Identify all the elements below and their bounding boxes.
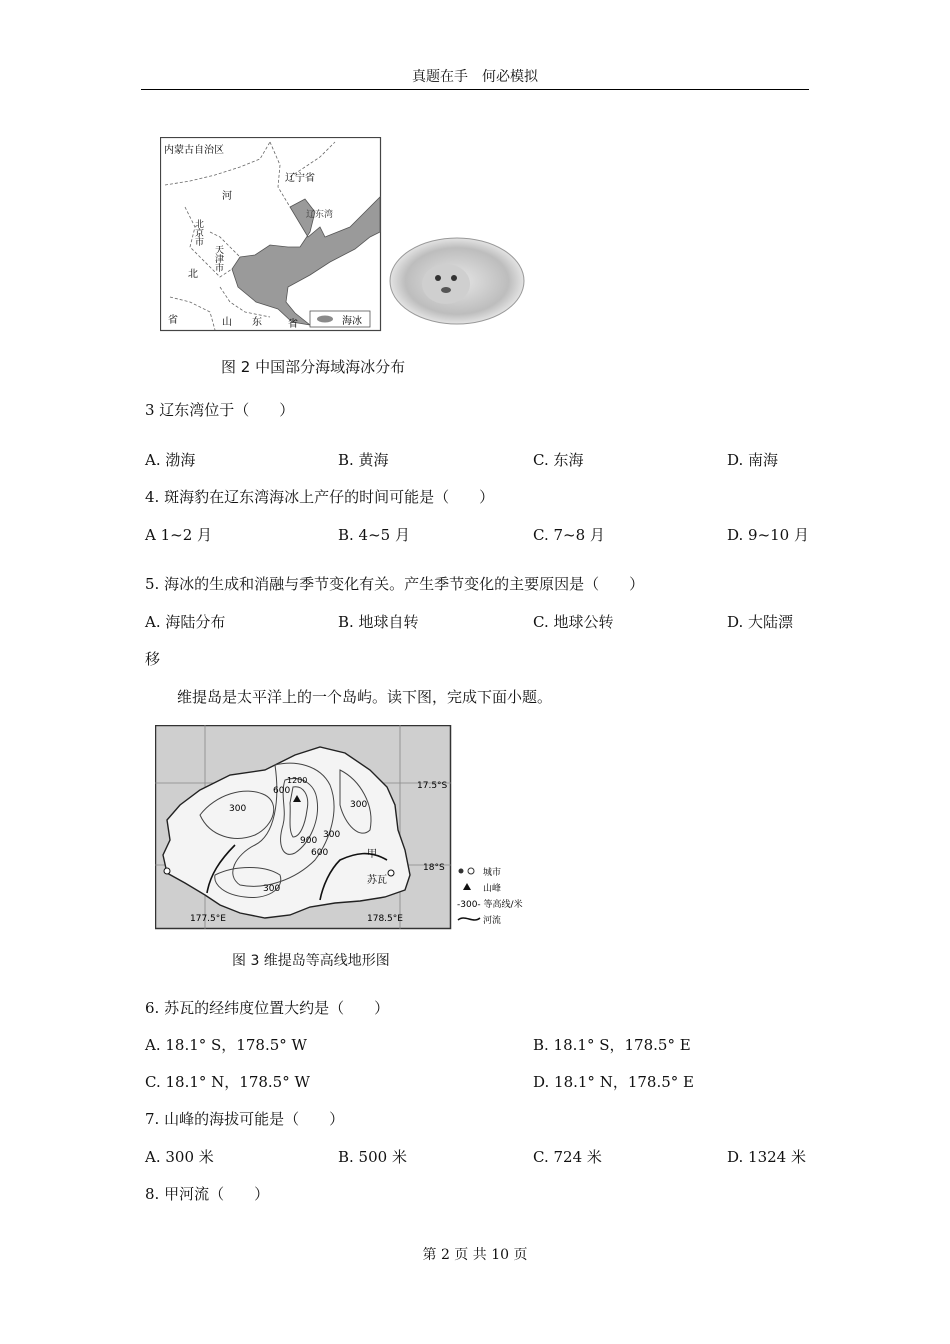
legend-river: 河流 <box>483 916 502 926</box>
question-3-stem: 3 辽东湾位于（ ） <box>145 401 295 419</box>
q3-option-d: D. 南海 <box>727 451 779 469</box>
q4-option-d: D. 9~10 月 <box>727 526 809 544</box>
lat-18s: 18°S <box>423 863 445 873</box>
contour-1200: 1200 <box>287 776 308 785</box>
q6-option-d: D. 18.1° N，178.5° E <box>533 1073 694 1091</box>
contour-900: 900 <box>300 836 318 846</box>
label-liaoning: 辽宁省 <box>285 173 315 184</box>
q3-option-a: A. 渤海 <box>145 451 196 469</box>
contour-300-d: 300 <box>323 830 341 840</box>
q5-option-d: D. 大陆漂 <box>727 613 794 631</box>
contour-300-b: 300 <box>350 800 368 810</box>
q4-option-c: C. 7~8 月 <box>533 526 605 544</box>
q7-option-c: C. 724 米 <box>533 1148 602 1166</box>
label-beijing: 北京市 <box>193 219 203 246</box>
q6-option-b: B. 18.1° S，178.5° E <box>533 1036 691 1054</box>
label-he: 河 <box>222 191 232 202</box>
question-7-stem: 7. 山峰的海拔可能是（ ） <box>145 1110 345 1128</box>
label-suwa: 苏瓦 <box>367 875 387 886</box>
legend-contour: -300- 等高线/米 <box>457 900 523 910</box>
q7-option-a: A. 300 米 <box>145 1148 214 1166</box>
viti-levu-map <box>155 725 455 931</box>
label-dong: 东 <box>252 317 262 328</box>
q5-option-a: A. 海陆分布 <box>145 613 226 631</box>
page-footer: 第 2 页 共 10 页 <box>422 1247 528 1263</box>
question-4-stem: 4. 斑海豹在辽东湾海冰上产仔的时间可能是（ ） <box>145 488 495 506</box>
label-sheng-shandong: 省 <box>288 319 298 330</box>
contour-300-c: 300 <box>263 884 281 894</box>
q5-option-d-continuation: 移 <box>145 650 161 668</box>
q4-option-b: B. 4~5 月 <box>338 526 410 544</box>
seal-photo <box>388 236 526 326</box>
lon-178-5e: 178.5°E <box>367 914 403 924</box>
page-header: 真题在手 何必模拟 <box>412 69 538 85</box>
label-shan: 山 <box>222 317 232 328</box>
sea-ice-map <box>160 137 385 333</box>
q7-option-b: B. 500 米 <box>338 1148 407 1166</box>
lat-17-5s: 17.5°S <box>417 781 448 791</box>
figure2-caption: 图 2 中国部分海域海冰分布 <box>221 358 406 376</box>
label-liaodong-bay: 辽东湾 <box>306 210 334 220</box>
intro-paragraph: 维提岛是太平洋上的一个岛屿。读下图，完成下面小题。 <box>177 688 553 706</box>
q7-option-d: D. 1324 米 <box>727 1148 806 1166</box>
legend-peak: 山峰 <box>483 884 502 894</box>
label-inner-mongolia: 内蒙古自治区 <box>164 145 224 156</box>
q4-option-a: A 1~2 月 <box>145 526 213 544</box>
legend-sea-ice: 海冰 <box>342 316 362 327</box>
viti-map-legend <box>455 862 535 932</box>
contour-600-b: 600 <box>311 848 329 858</box>
lon-177-5e: 177.5°E <box>190 914 226 924</box>
header-divider <box>141 89 809 90</box>
contour-600-a: 600 <box>273 786 291 796</box>
legend-city: 城市 <box>483 868 502 878</box>
label-tianjin: 天津市 <box>213 245 223 272</box>
question-8-stem: 8. 甲河流（ ） <box>145 1185 270 1203</box>
q6-option-a: A. 18.1° S，178.5° W <box>145 1036 307 1054</box>
q3-option-b: B. 黄海 <box>338 451 389 469</box>
figure3-caption: 图 3 维提岛等高线地形图 <box>232 953 390 969</box>
question-6-stem: 6. 苏瓦的经纬度位置大约是（ ） <box>145 999 390 1017</box>
contour-300-a: 300 <box>229 804 247 814</box>
q6-option-c: C. 18.1° N，178.5° W <box>145 1073 310 1091</box>
question-5-stem: 5. 海冰的生成和消融与季节变化有关。产生季节变化的主要原因是（ ） <box>145 575 645 593</box>
q3-option-c: C. 东海 <box>533 451 584 469</box>
label-jia: 甲 <box>367 849 377 860</box>
q5-option-c: C. 地球公转 <box>533 613 614 631</box>
label-sheng-hebei: 省 <box>168 315 178 326</box>
q5-option-b: B. 地球自转 <box>338 613 419 631</box>
label-bei: 北 <box>188 269 198 280</box>
